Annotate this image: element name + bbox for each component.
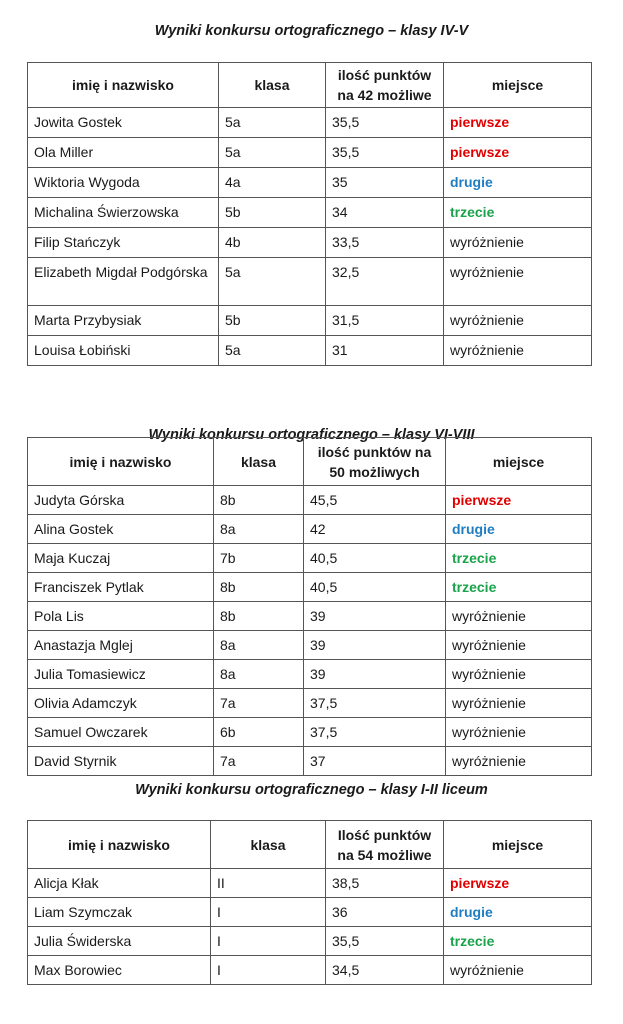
cell-place: wyróżnienie: [444, 258, 592, 306]
cell-points: 39: [304, 660, 446, 689]
cell-name: Ola Miller: [28, 138, 219, 168]
cell-name: Elizabeth Migdał Podgórska: [28, 258, 219, 306]
table-title-liceum: Wyniki konkursu ortograficznego – klasy I-II liceum: [135, 782, 488, 798]
cell-name: Samuel Owczarek: [28, 718, 214, 747]
header-points: Ilość punktów na 54 możliwe: [326, 821, 444, 869]
cell-name: Anastazja Mglej: [28, 631, 214, 660]
cell-class: 8a: [214, 631, 304, 660]
table-row: [28, 108, 592, 138]
header-name: imię i nazwisko: [28, 63, 219, 108]
cell-place: drugie: [444, 168, 592, 198]
cell-points: 36: [326, 898, 444, 927]
results-table-liceum: [27, 820, 592, 985]
cell-name: Alina Gostek: [28, 515, 214, 544]
cell-place: trzecie: [446, 573, 592, 602]
header-place: miejsce: [444, 821, 592, 869]
cell-name: Max Borowiec: [28, 956, 211, 985]
table-row: [28, 602, 592, 631]
table-title-iv-v: Wyniki konkursu ortograficznego – klasy IV-V: [154, 23, 469, 39]
cell-points: 37,5: [304, 718, 446, 747]
cell-class: 8b: [214, 573, 304, 602]
cell-class: 8b: [214, 486, 304, 515]
cell-class: 5a: [219, 108, 326, 138]
results-table-vi-viii: [27, 437, 592, 776]
cell-name: Julia Tomasiewicz: [28, 660, 214, 689]
table-row: [28, 306, 592, 336]
table-title-vi-viii: Wyniki konkursu ortograficznego – klasy VI-VIII: [148, 427, 475, 443]
cell-points: 38,5: [326, 869, 444, 898]
cell-class: I: [211, 898, 326, 927]
table-row: [28, 228, 592, 258]
table-row: [28, 631, 592, 660]
table-row: [28, 573, 592, 602]
cell-class: 4a: [219, 168, 326, 198]
header-row: [28, 63, 592, 108]
cell-name: Franciszek Pytlak: [28, 573, 214, 602]
cell-name: Pola Lis: [28, 602, 214, 631]
cell-place: wyróżnienie: [444, 306, 592, 336]
cell-place: wyróżnienie: [446, 660, 592, 689]
header-points: ilość punktów na 50 możliwych: [304, 438, 446, 486]
table-row: [28, 927, 592, 956]
header-place: miejsce: [444, 63, 592, 108]
header-class: klasa: [219, 63, 326, 108]
header-row: [28, 821, 592, 869]
cell-place: wyróżnienie: [444, 336, 592, 366]
header-points: ilość punktów na 42 możliwe: [326, 63, 444, 108]
cell-class: II: [211, 869, 326, 898]
table-row: [28, 544, 592, 573]
cell-points: 39: [304, 602, 446, 631]
header-place: miejsce: [446, 438, 592, 486]
cell-class: 5b: [219, 198, 326, 228]
table-row: [28, 660, 592, 689]
cell-points: 31,5: [326, 306, 444, 336]
cell-place: pierwsze: [444, 138, 592, 168]
cell-name: David Styrnik: [28, 747, 214, 776]
table-row: [28, 168, 592, 198]
table-row: [28, 515, 592, 544]
cell-class: 5a: [219, 336, 326, 366]
table-row: [28, 258, 592, 306]
table-row: [28, 869, 592, 898]
cell-points: 31: [326, 336, 444, 366]
header-class: klasa: [211, 821, 326, 869]
cell-class: 7a: [214, 689, 304, 718]
cell-place: wyróżnienie: [446, 689, 592, 718]
cut-off-text-line: [40, 0, 580, 4]
cell-points: 42: [304, 515, 446, 544]
cell-place: wyróżnienie: [446, 631, 592, 660]
table-row: [28, 747, 592, 776]
cell-name: Olivia Adamczyk: [28, 689, 214, 718]
cell-class: I: [211, 956, 326, 985]
header-class: klasa: [214, 438, 304, 486]
cell-points: 37: [304, 747, 446, 776]
cell-place: wyróżnienie: [446, 747, 592, 776]
cell-points: 45,5: [304, 486, 446, 515]
cell-points: 34: [326, 198, 444, 228]
cell-class: 5a: [219, 138, 326, 168]
cell-place: pierwsze: [446, 486, 592, 515]
cell-points: 35: [326, 168, 444, 198]
cell-class: I: [211, 927, 326, 956]
cell-name: Marta Przybysiak: [28, 306, 219, 336]
cell-class: 5b: [219, 306, 326, 336]
cell-place: wyróżnienie: [444, 956, 592, 985]
cell-class: 8a: [214, 515, 304, 544]
cell-points: 35,5: [326, 138, 444, 168]
cell-place: trzecie: [444, 927, 592, 956]
cell-points: 37,5: [304, 689, 446, 718]
cell-class: 7a: [214, 747, 304, 776]
table-row: [28, 336, 592, 366]
cell-name: Judyta Górska: [28, 486, 214, 515]
cell-points: 35,5: [326, 108, 444, 138]
table-row: [28, 718, 592, 747]
cell-place: wyróżnienie: [444, 228, 592, 258]
table-row: [28, 689, 592, 718]
cell-place: drugie: [446, 515, 592, 544]
cell-points: 39: [304, 631, 446, 660]
table-row: [28, 486, 592, 515]
cell-name: Alicja Kłak: [28, 869, 211, 898]
cell-name: Wiktoria Wygoda: [28, 168, 219, 198]
cell-name: Julia Świderska: [28, 927, 211, 956]
cell-name: Maja Kuczaj: [28, 544, 214, 573]
cell-points: 32,5: [326, 258, 444, 306]
cell-place: drugie: [444, 898, 592, 927]
cell-place: wyróżnienie: [446, 718, 592, 747]
results-table-iv-v: [27, 62, 592, 366]
cell-place: trzecie: [446, 544, 592, 573]
cell-points: 40,5: [304, 544, 446, 573]
cell-class: 6b: [214, 718, 304, 747]
cell-name: Michalina Świerzowska: [28, 198, 219, 228]
cell-place: wyróżnienie: [446, 602, 592, 631]
cell-class: 5a: [219, 258, 326, 306]
header-row: [28, 438, 592, 486]
header-name: imię i nazwisko: [28, 438, 214, 486]
cell-place: pierwsze: [444, 108, 592, 138]
cell-points: 40,5: [304, 573, 446, 602]
table-row: [28, 138, 592, 168]
cell-place: pierwsze: [444, 869, 592, 898]
table-row: [28, 956, 592, 985]
cell-class: 7b: [214, 544, 304, 573]
table-row: [28, 898, 592, 927]
cell-place: trzecie: [444, 198, 592, 228]
cell-points: 33,5: [326, 228, 444, 258]
cell-class: 8a: [214, 660, 304, 689]
cell-name: Filip Stańczyk: [28, 228, 219, 258]
cell-points: 34,5: [326, 956, 444, 985]
cell-name: Jowita Gostek: [28, 108, 219, 138]
cell-points: 35,5: [326, 927, 444, 956]
cell-class: 4b: [219, 228, 326, 258]
cell-class: 8b: [214, 602, 304, 631]
cell-name: Louisa Łobiński: [28, 336, 219, 366]
header-name: imię i nazwisko: [28, 821, 211, 869]
table-row: [28, 198, 592, 228]
cell-name: Liam Szymczak: [28, 898, 211, 927]
